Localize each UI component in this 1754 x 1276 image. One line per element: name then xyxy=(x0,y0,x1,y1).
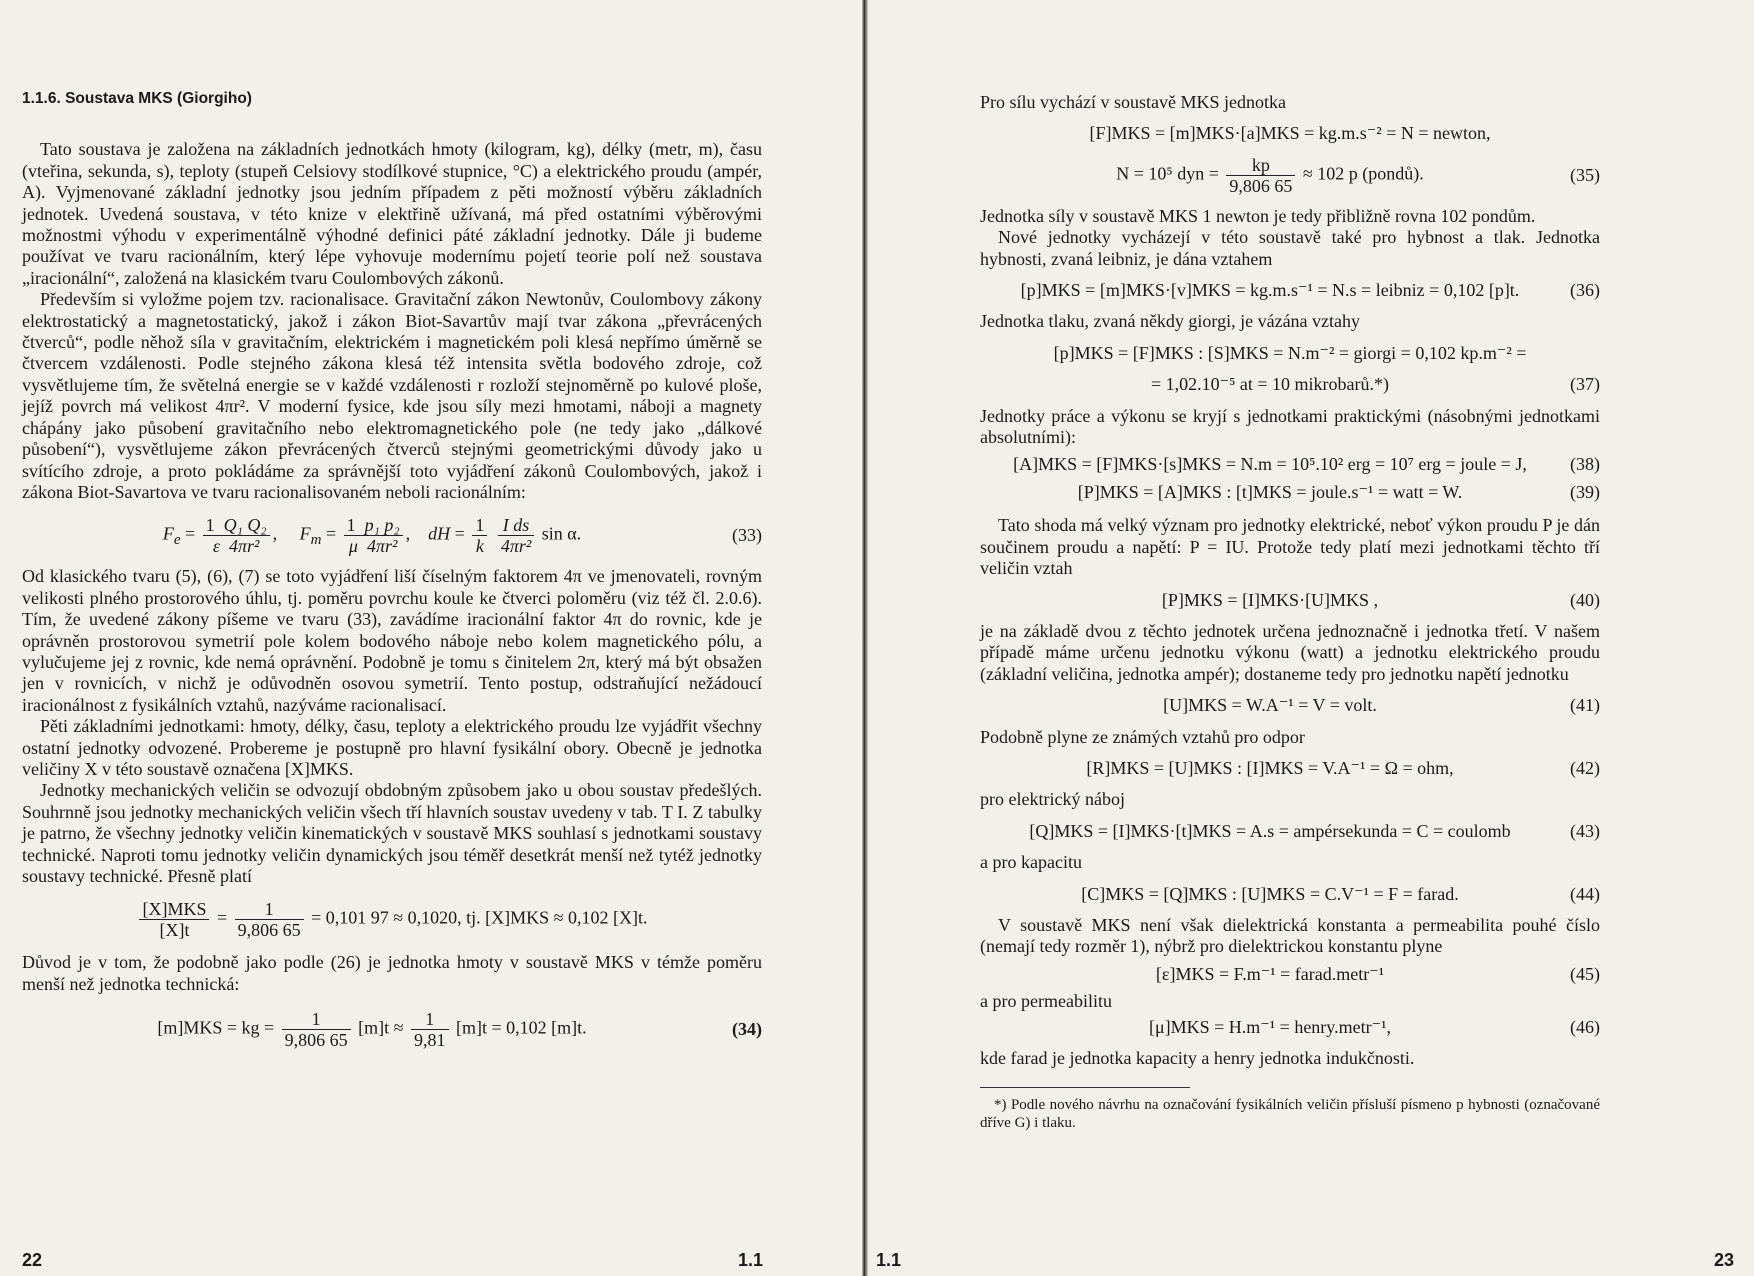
equation-42: [R]MKS = [U]MKS : [I]MKS = V.A⁻¹ = Ω = ohm, (42) xyxy=(1086,757,1600,778)
page-number: 22 xyxy=(22,1250,43,1270)
paragraph: Jednotky práce a výkonu se kryjí s jednotkami praktickými (násobnými jednotkami absolutními): xyxy=(980,405,1600,448)
equation-40: [P]MKS = [I]MKS·[U]MKS , (40) xyxy=(1161,589,1600,610)
equation-41: [U]MKS = W.A⁻¹ = V = volt. (41) xyxy=(1163,695,1600,716)
equation-number: (46) xyxy=(1570,1016,1600,1037)
equation-number: (42) xyxy=(1570,757,1600,778)
footnote: *) Podle nového návrhu na označování fysikálních veličin přísluší písmeno p hybnosti (označované dříve G) i tlaku. xyxy=(980,1097,1600,1132)
equation-38: [A]MKS = [F]MKS·[s]MKS = N.m = 10⁵.10² erg = 10⁷ erg = joule = J, (38) xyxy=(1013,454,1600,475)
paragraph: a pro permeabilitu xyxy=(980,991,1112,1012)
paragraph: je na základě dvou z těchto jednotek určena jednoznačně i jednotka třetí. V našem případě máme určenu jednotku výkonu (watt) a jednotku elektrického proudu (základní veličina, jednotka ampér); dostaneme tedy pro jednotku napětí jednotku xyxy=(980,620,1600,684)
equation-number: (38) xyxy=(1570,454,1600,475)
page-number: 23 xyxy=(1714,1250,1735,1270)
equation-46: [μ]MKS = H.m⁻¹ = henry.metr⁻¹, (46) xyxy=(1148,1016,1600,1037)
paragraph: Jednotka síly v soustavě MKS 1 newton je tedy přibližně rovna 102 pondům. xyxy=(980,205,1536,226)
paragraph: Především si vyložme pojem tzv. racionalisace. Gravitační zákon Newtonův, Coulombovy zákony elektrostatický a magnetostatický, jakož i zákon Biot-Savartův mají tvar zákona „převrácených čtverců“, podle něhož síla v gravitačním, elektrickém i magnetickém poli klesá nepřímo úměrně se čtvercem vzdálenosti. Podle stejného zákona klesá též intensita světla bodového zdroje, což vysvětlujeme tím, že světelná energie se v každé vzdálenosti r rozloží stejnoměrně po kulové ploše, jejíž povrch má velikost 4πr². V moderní fysice, kde jsou síly mezi hmotami, náboji a magnety chápány jako působení gravitačního nebo elektromagnetického pole (ne tedy jako „dálkové působení“), vysvětlujeme zákon převrácených čtverců stejnými geometrickými důvody jako u svítícího zdroje, a proto pokládáme za správnější toto vyjádření zákonů Coulombových, jakož i zákona Biot-Savartova ve tvaru racionalisovaném neboli racionálním: xyxy=(22,289,762,502)
paragraph: Pěti základními jednotkami: hmoty, délky, času, teploty a elektrického proudu lze vyjádřit všechny ostatní jednotky odvozené. Probereme je postupně pro hlavní fysikální obory. Obecně je jednotka veličiny X v této soustavě označena [X]MKS. xyxy=(22,716,762,779)
equation-number: (34) xyxy=(732,1019,762,1040)
right-page xyxy=(868,0,1754,1276)
paragraph: Tato shoda má velký význam pro jednotky elektrické, neboť výkon proudu P je dán součinem proudu a napětí: P = IU. Protože tedy platí mezi jednotkami těchto tří veličin vztah xyxy=(980,515,1600,579)
paragraph: kde farad je jednotka kapacity a henry jednotka indukčnosti. xyxy=(980,1048,1415,1068)
equation-number: (40) xyxy=(1570,589,1600,610)
paragraph: a pro kapacitu xyxy=(980,852,1082,873)
equation-force: [F]MKS = [m]MKS·[a]MKS = kg.m.s⁻² = N = newton, xyxy=(1089,123,1491,144)
section-heading: 1.1.6. Soustava MKS (Giorgiho) xyxy=(22,90,252,107)
section-mark: 1.1 xyxy=(876,1250,902,1270)
equation-35: N = 10⁵ dyn = $\frac{kp}{9,806 65}$ ≈ 102 p (pondů). (35) xyxy=(1116,154,1600,196)
equation-37-line2: = 1,02.10⁻⁵ at = 10 mikrobarů.*) (37) xyxy=(1150,374,1600,395)
equation-unit-ratio: $\frac{\text{[X]MKS}}{[X]t}$ = $\frac{1}{9,806 65}$ = 0,101 97 ≈ 0,1020, tj. [X]MKS ≈ 0,102 [X]t. xyxy=(22,899,762,940)
paragraph: Důvod je v tom, že podobně jako podle (26) je jednotka hmoty v soustavě MKS v témže poměru menší než jednotka technická: xyxy=(22,952,762,994)
left-page xyxy=(0,0,862,1276)
left-text-column xyxy=(22,88,762,1050)
equation-37-line1: [p]MKS = [F]MKS : [S]MKS = N.m⁻² = giorgi = 0,102 kp.m⁻² = xyxy=(1053,342,1527,363)
paragraph: Od klasického tvaru (5), (6), (7) se toto vyjádření liší číselným faktorem 4π ve jmenovateli, rovným velikosti plného prostorového úhlu, tj. poměru povrchu koule ke čtverci poloměru (viz též čl. 2.0.6). Tím, že uvedené zákony píšeme ve tvaru (33), zavádíme iracionální faktor 4π do rovnic, kde je oprávněn prostorovou symetrií pole kolem bodového náboje nebo kolem magnetického pólu, a vylučujeme jej z rovnic, kde nemá oprávnění. Podobně je tomu s činitelem 2π, který má být obsažen jen v rovnicích, v nichž je odůvodněn osovou symetrií. Tento postup, odstraňující nežádoucí iracionálnost z fysikálních vztahů, nazýváme racionalisací. xyxy=(22,566,762,715)
paragraph: V soustavě MKS není však dielektrická konstanta a permeabilita pouhé číslo (nemají tedy rozměr 1), nýbrž pro dielektrickou konstantu plyne xyxy=(980,914,1600,957)
section-mark: 1.1 xyxy=(738,1250,764,1270)
paragraph: Jednotka tlaku, zvaná někdy giorgi, je vázána vztahy xyxy=(980,311,1361,332)
equation-number: (43) xyxy=(1570,820,1600,841)
equation-number: (45) xyxy=(1570,963,1600,984)
paragraph: Jednotky mechanických veličin se odvozují obdobným způsobem jako u obou soustav předešlých. Souhrnně jsou jednotky mechanických veličin všech tří hlavních soustav uvedeny v tab. T I. Z tabulky je patrno, že všechny jednotky veličin kinematických v soustavě MKS souhlasí s jednotkami soustavy technické. Naproti tomu jednotky veličin dynamických jsou téměř desetkrát menší než tytéž jednotky soustavy technické. Přesně platí xyxy=(22,780,762,886)
footnote-rule xyxy=(980,1087,1190,1088)
equation-number: (35) xyxy=(1570,164,1600,185)
equation-36: [p]MKS = [m]MKS·[v]MKS = kg.m.s⁻¹ = N.s = leibniz = 0,102 [p]t. (36) xyxy=(1020,280,1600,301)
paragraph: Pro sílu vychází v soustavě MKS jednotka xyxy=(980,92,1286,112)
equation-44: [C]MKS = [Q]MKS : [U]MKS = C.V⁻¹ = F = farad. (44) xyxy=(1081,883,1600,904)
equation-number: (33) xyxy=(732,525,762,546)
equation-33: $F_e$ = $\frac{\text{1 Q₁ Q₂}}{\text{ε 4πr²}}$ , $F_m$ = $\frac{\text{1 p₁ p₂}}{\text{μ 4πr²}}$ , dH = $\frac{1}{k}$ $\frac{\text{I ds}}{\text{4πr²}}$ sin α. (33) xyxy=(162,515,762,557)
equation-number: (37) xyxy=(1570,374,1600,395)
right-text-column xyxy=(980,92,1600,1132)
equation-number: (39) xyxy=(1570,481,1600,502)
equation-34: [m]MKS = kg = $\frac{1}{9,806 65}$ [m]t ≈ $\frac{1}{9,81}$ [m]t = 0,102 [m]t. (34) xyxy=(157,1009,762,1051)
equation-number: (36) xyxy=(1570,280,1600,301)
equation-45: [ε]MKS = F.m⁻¹ = farad.metr⁻¹ (45) xyxy=(1155,963,1600,984)
equation-39: [P]MKS = [A]MKS : [t]MKS = joule.s⁻¹ = watt = W. (39) xyxy=(1077,481,1600,502)
paragraph: Nové jednotky vycházejí v této soustavě také pro hybnost a tlak. Jednotka hybnosti, zvaná leibniz, je dána vztahem xyxy=(980,227,1600,269)
equation-43: [Q]MKS = [I]MKS·[t]MKS = A.s = ampérsekunda = C = coulomb (43) xyxy=(1029,820,1600,841)
equation-number: (41) xyxy=(1570,695,1600,716)
paragraph: Tato soustava je založena na základních jednotkách hmoty (kilogram, kg), délky (metr, m), času (vteřina, sekunda, s), teploty (stupeň Celsiovy stodílkové stupnice, °C) a elektrického proudu (ampér, A). Vyjmenované základní jednotky jsou jedním případem z pěti možností výběru základních jednotek. Uvedená soustava, v této knize v elektřině užívaná, má před ostatními výběrovými možnostmi výhodu v experimentálně výhodné definici páté základní jednotky. Dále ji budeme používat ve tvaru racionálním, který lépe vyhovuje modernímu pojetí teorie polí než soustava „iracionální“, založená na klasickém tvaru Coulombových zákonů. xyxy=(22,139,762,288)
paragraph: pro elektrický náboj xyxy=(980,789,1125,810)
equation-number: (44) xyxy=(1570,883,1600,904)
paragraph: Podobně plyne ze známých vztahů pro odpor xyxy=(980,726,1305,747)
